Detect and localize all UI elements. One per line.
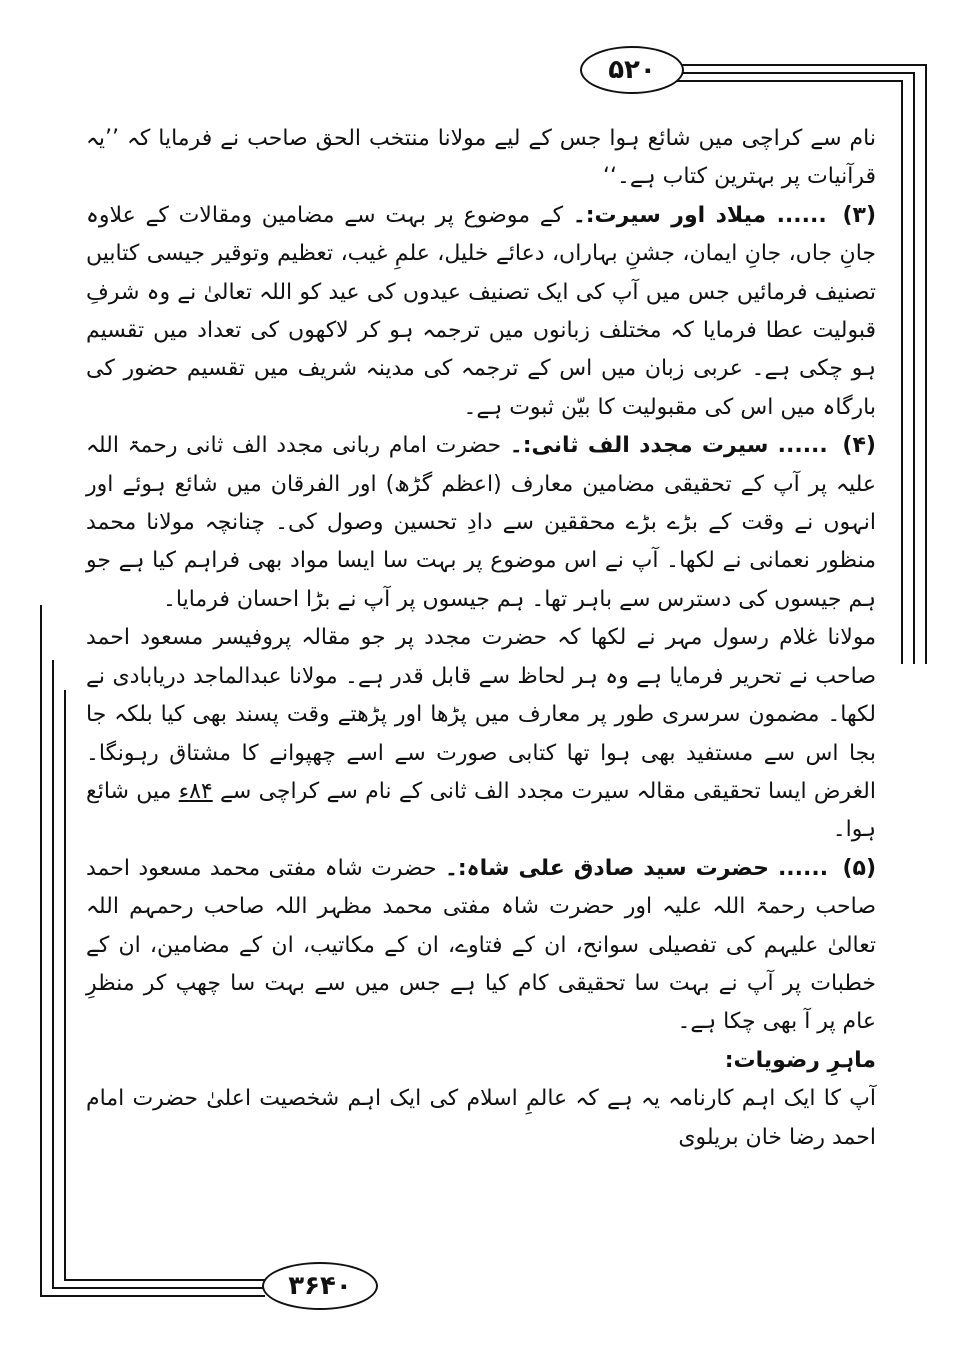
frame-bottom-line-1 xyxy=(40,1295,265,1297)
paragraph-mehr-quote xyxy=(86,619,876,849)
item-number-4: (۴) xyxy=(842,433,876,459)
frame-right-inner xyxy=(901,80,903,664)
frame-top-line-3 xyxy=(660,80,903,82)
item-title-milad: ...... میلاد اور سیرت:۔ xyxy=(572,202,827,228)
paragraph-1: نام سے کراچی میں شائع ہوا جس کے لیے مولانا منتخب الحق صاحب نے فرمایا کہ ’’یہ قرآنیات پر بہترین کتاب ہے۔‘‘ xyxy=(86,126,876,190)
item-title-mujaddid: ...... سیرت مجدد الف ثانی:۔ xyxy=(509,433,828,459)
section-heading-razviyat: ماہرِ رضویات: xyxy=(724,1047,876,1073)
quote-ending: میں شائع ہوا۔ xyxy=(86,778,876,843)
frame-right-outer xyxy=(925,64,927,664)
paragraph-4-mujaddid xyxy=(86,427,876,619)
frame-top-line-2 xyxy=(660,72,915,74)
bottom-page-number: ۳۶۴۰ xyxy=(262,1262,378,1310)
item-number-3: (۳) xyxy=(842,202,877,228)
top-page-number: ۵۲۰ xyxy=(580,46,684,94)
frame-left-middle xyxy=(52,660,54,1287)
item-body-mujaddid: حضرت امام ربانی مجدد الف ثانی رحمۃ اللہ علیہ پر آپ کے تحقیقی مضامین معارف (اعظم گڑھ) اور الفرقان میں شائع ہوئے اور انہوں نے وقت کے بڑے بڑے محققین سے دادِ تحسین وصول کی۔ چنانچہ مولانا محمد منظور نعمانی نے لکھا۔ آپ نے اس موضوع پر بہت سا ایسا مواد بھی فراہم کیا ہے جو ہم جیسوں کی دسترس سے باہر تھا۔ ہم جیسوں پر آپ نے بڑا احسان فرمایا۔ xyxy=(86,433,876,612)
frame-left-inner xyxy=(64,690,66,1280)
quote-body: مولانا غلام رسول مہر نے لکھا کہ حضرت مجدد پر جو مقالہ پروفیسر مسعود احمد صاحب نے تحریر فرمایا ہے وہ ہر لحاظ سے قابل قدر ہے۔ مولانا عبدالماجد دریابادی نے لکھا۔ مضمون سرسری طور پر معارف میں پڑھا اور پڑھتے وقت پسند بھی کیا بلکہ جا بجا اس سے مستفید بھی ہوا تھا کتابی صورت سے اسے چھپوانے کا مشتاق رہونگا۔ الغرض ایسا تحقیقی مقالہ سیرت مجدد الف ثانی کے نام سے کراچی سے xyxy=(86,625,876,804)
item-number-5: (۵) xyxy=(842,855,877,881)
paragraph-razviyat: آپ کا ایک اہم کارنامہ یہ ہے کہ عالمِ اسلام کی ایک اہم شخصیت اعلیٰ حضرت امام احمد رضا خان بریلوی xyxy=(86,1086,876,1150)
publication-year: ۸۴ء xyxy=(178,778,213,804)
item-title-sadiq-ali: ...... حضرت سید صادق علی شاہ:۔ xyxy=(444,855,829,881)
frame-right-middle xyxy=(913,72,915,664)
paragraph-5-sadiq-ali xyxy=(86,850,876,1042)
item-body-milad: کے موضوع پر بہت سے مضامین ومقالات کے علاوہ جانِ جاں، جانِ ایمان، جشنِ بہاراں، دعائے خلیل، علمِ غیب، تعظیم وتوقیر جیسی کتابیں تصنیف فرمائیں جس میں آپ کی ایک تصنیف عیدوں کی عید کو اللہ تعالیٰ نے وہ شرفِ قبولیت عطا فرمایا کہ مختلف زبانوں میں ترجمہ ہو کر لاکھوں کی تعداد میں تقسیم ہو چکی ہے۔ عربی زبان میں اس کے ترجمہ کی مدینہ شریف میں تقسیم حضور کی بارگاہ میں اس کی مقبولیت کا بیّن ثبوت ہے۔ xyxy=(86,202,876,420)
frame-left-outer xyxy=(40,605,42,1295)
frame-top-line-1 xyxy=(660,64,927,66)
item-body-sadiq-ali: حضرت شاہ مفتی محمد مسعود احمد صاحب رحمۃ اللہ علیہ اور حضرت شاہ مفتی محمد مظہر اللہ صاحب رحمہم اللہ تعالیٰ علیہم کی تفصیلی سوانح، ان کے فتاوے، ان کے مکاتیب، ان کے مضامین، ان کے خطبات پر آپ نے بہت سا تحقیقی کام کیا ہے جس میں سے بہت سا چھپ کر منظرِ عام پر آ بھی چکا ہے۔ xyxy=(86,855,876,1035)
frame-bottom-line-3 xyxy=(64,1279,265,1281)
paragraph-3-milad xyxy=(86,197,876,427)
page-text xyxy=(86,120,876,1157)
frame-bottom-line-2 xyxy=(52,1287,265,1289)
